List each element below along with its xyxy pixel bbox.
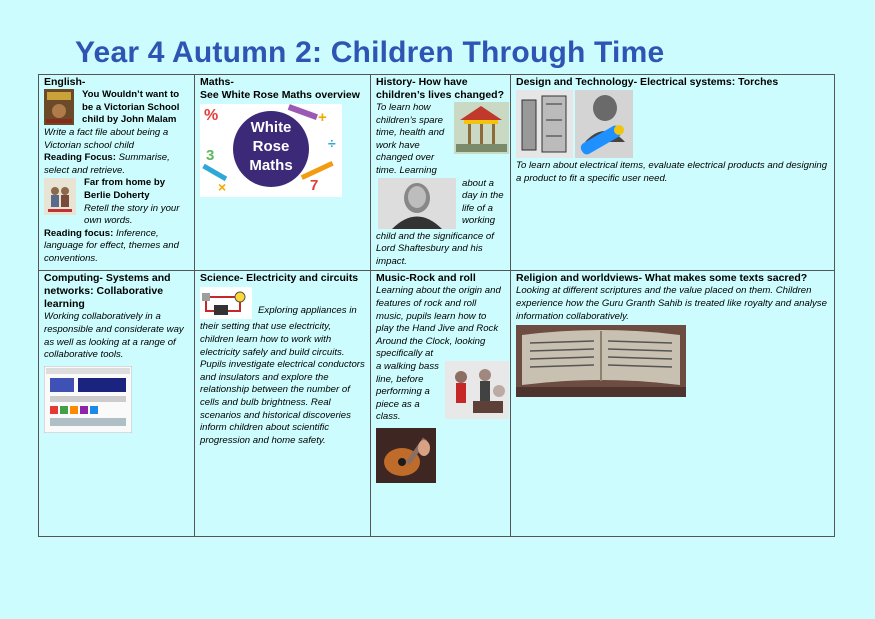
music-heading: Music-Rock and roll [376, 272, 476, 285]
svg-text:%: % [204, 107, 219, 124]
page-title: Year 4 Autumn 2: Children Through Time [75, 36, 665, 69]
band-performance-image [445, 361, 509, 419]
svg-text:3: 3 [206, 147, 215, 164]
music-text-2: a walking bass line, before performing a piece as a class. [376, 360, 439, 423]
science-text-1: Exploring appliances in [258, 305, 357, 317]
music-cell [371, 271, 511, 537]
english-book1: You Wouldn’t want to be a Victorian School child by John Malam [82, 89, 180, 126]
maths-heading: Maths- [200, 76, 234, 88]
collaborative-tool-screenshot [44, 366, 132, 433]
history-text-2: about a day in the life of a working [462, 177, 504, 227]
english-focus2-label: Reading focus: [44, 227, 114, 239]
history-cell [371, 75, 511, 271]
re-heading: Religion and worldviews- What makes some texts sacred? [516, 272, 808, 285]
guitar-image [376, 428, 436, 483]
computing-text: Working collaboratively in a responsible and considerate way as well as looking at a range of collaborative tools. [44, 311, 184, 361]
dt-heading: Design and Technology- Electrical systems: Torches [516, 76, 779, 88]
book-cover-image-far-from-home [44, 178, 76, 215]
lord-shaftesbury-portrait [378, 178, 456, 229]
curriculum-grid [38, 74, 835, 537]
svg-text:+: + [318, 109, 327, 126]
science-heading: Science- Electricity and circuits [200, 272, 359, 285]
book-cover-image-victorian [44, 89, 74, 125]
english-task1: Write a fact file about being a Victorian school child [44, 127, 169, 151]
re-cell [511, 271, 835, 537]
re-text: Looking at different scriptures and the value placed on them. Children experience how the Guru Granth Sahib is treated like royalty and analyse information collaboratively. [516, 285, 827, 322]
white-rose-maths-logo [200, 104, 342, 197]
english-focus1-label: Reading Focus: [44, 152, 116, 164]
computing-heading: Computing- Systems and networks: Collaborative learning [44, 272, 171, 311]
maths-subheading: See White Rose Maths overview [200, 89, 360, 101]
carousel-image [454, 102, 509, 154]
science-text-2: their setting that use electricity, children learn how to work with electricity safely and build circuits. Pupils investigate electrical conductors and insulators and explore the relationship between the number of cells and bulb brightness. Real scenarios and historical discoveries inform children about scientific progression and home safety. [200, 321, 365, 446]
svg-text:×: × [218, 179, 227, 195]
dt-text: To learn about electrical items, evaluate electrical products and designing a product to fit a specific user need. [516, 160, 828, 184]
svg-text:7: 7 [310, 177, 319, 194]
torch-patent-drawing [516, 90, 573, 158]
logo-line-maths: Maths [249, 157, 293, 174]
circuit-image [200, 287, 252, 319]
english-focus2-text: Inference, language for effect, themes and conventions. [44, 227, 179, 264]
logo-line-white: White [250, 119, 292, 136]
english-task2: Retell the story in your own words. [84, 202, 180, 227]
dt-cell [511, 75, 835, 271]
english-cell [39, 75, 195, 271]
history-text-3: child and the significance of Lord Shaftesbury and his impact. [376, 230, 494, 267]
history-heading: History- How have children’s lives changed? [376, 76, 504, 101]
inventor-portrait-and-torch [575, 90, 633, 158]
english-focus1-text: Summarise, select and retrieve. [44, 152, 170, 176]
history-text-1: To learn how children’s spare time, health and work have changed over time. Learning [376, 102, 445, 176]
logo-line-rose: Rose [252, 138, 290, 155]
maths-cell [195, 75, 371, 271]
scripture-image [516, 325, 686, 397]
english-book2: Far from home by Berlie Doherty [84, 177, 166, 201]
science-cell [195, 271, 371, 537]
computing-cell [39, 271, 195, 537]
music-text-1: Learning about the origin and features of rock and roll music, pupils learn how to play the Hand Jive and Rock Around the Clock, looking specifically at [376, 285, 501, 360]
english-heading: English- [44, 76, 86, 88]
svg-text:÷: ÷ [328, 135, 336, 151]
